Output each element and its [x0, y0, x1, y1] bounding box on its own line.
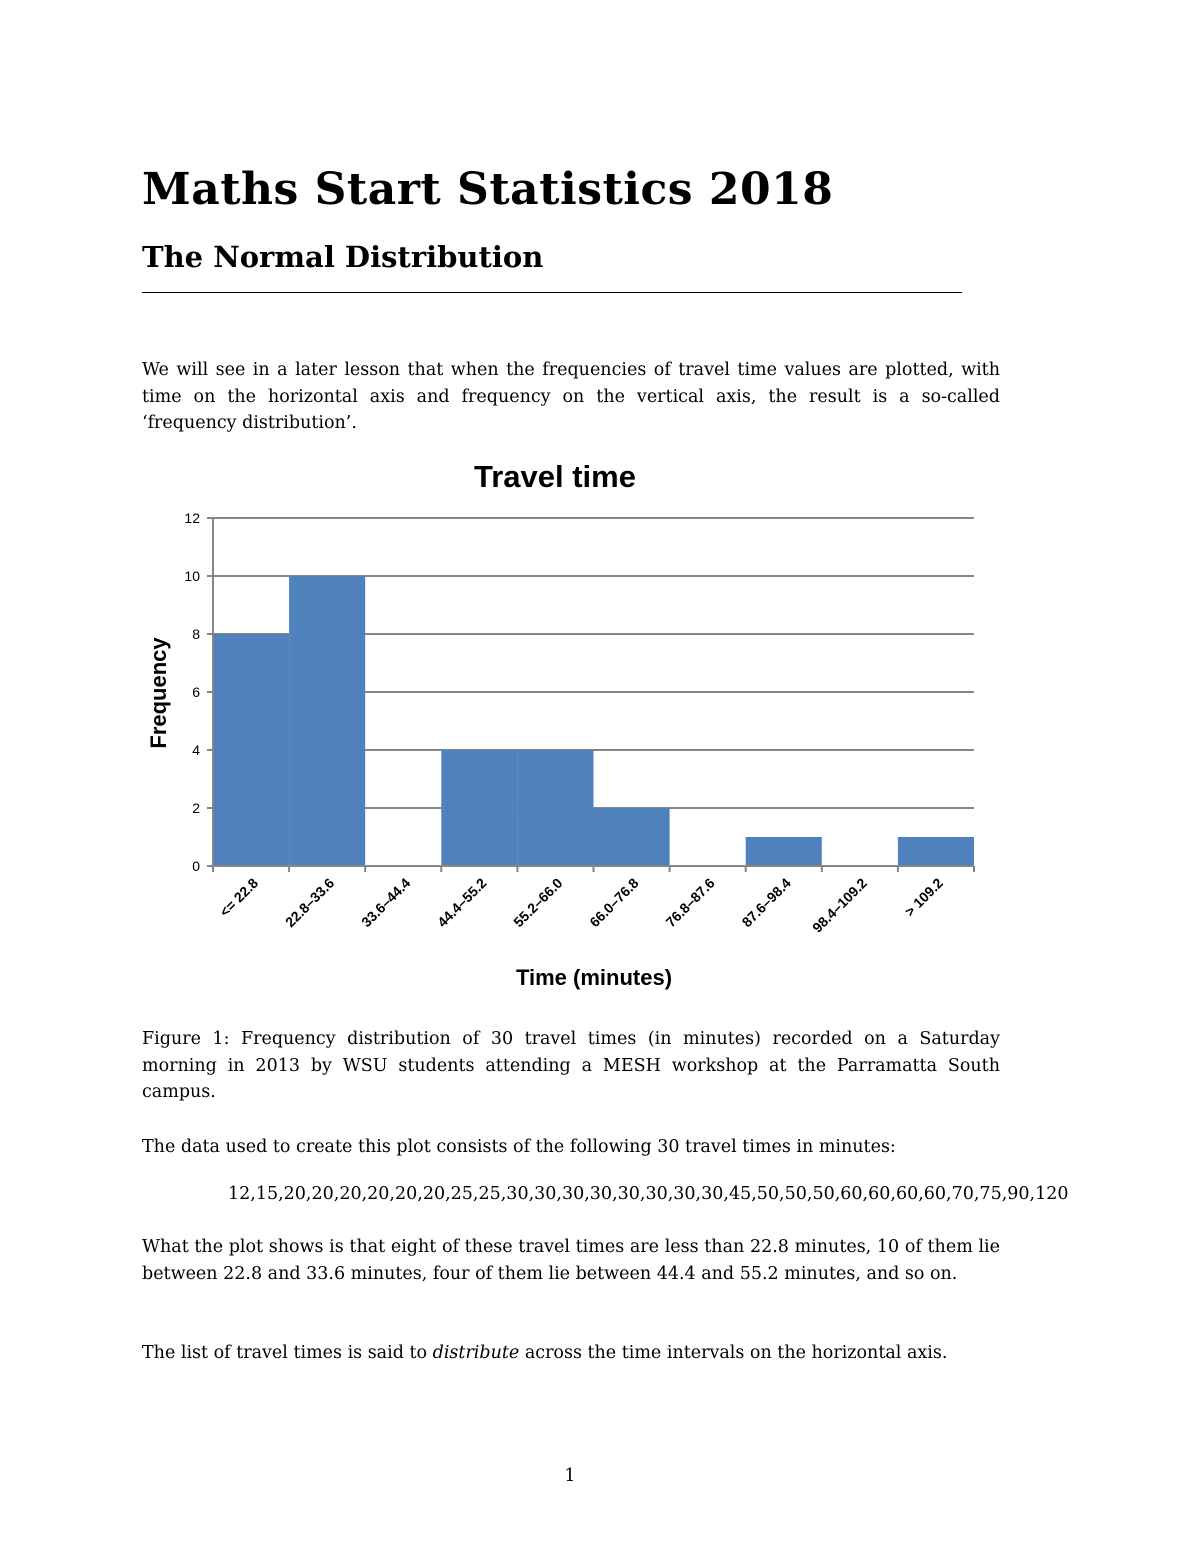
x-tick-label: 87.6–98.4	[738, 874, 794, 931]
y-tick-label: 2	[192, 800, 200, 816]
x-tick-label: 55.2–66.0	[510, 874, 566, 931]
page-subtitle: The Normal Distribution	[142, 240, 544, 274]
bar	[289, 576, 365, 866]
distribute-emphasis: distribute	[432, 1343, 520, 1363]
explanation-paragraph: What the plot shows is that eight of these travel times are less than 22.8 minutes, 10 of them lie between 22.8 and 33.6 minutes, four of them lie between 44.4 and 55.2 minutes, and so on.	[142, 1237, 1000, 1284]
intro-paragraph: We will see in a later lesson that when the frequencies of travel time values are plotted, with time on the horizontal axis and frequency on the vertical axis, the result is a so-called ‘frequency distribution’.	[142, 360, 1000, 433]
distribute-paragraph	[142, 1340, 1000, 1367]
bar	[213, 634, 289, 866]
y-axis-label: Frequency	[146, 637, 171, 749]
y-tick-label: 4	[192, 742, 200, 758]
y-tick-label: 10	[184, 568, 200, 584]
y-tick-label: 12	[184, 510, 200, 526]
title-rule	[142, 292, 962, 293]
x-tick-label: > 109.2	[901, 874, 947, 920]
x-tick-label: 44.4–55.2	[434, 874, 490, 931]
distribute-text-before: The list of travel times is said to	[142, 1343, 433, 1363]
x-tick-label: 98.4–109.2	[809, 874, 870, 936]
bar	[898, 837, 974, 866]
y-tick-label: 6	[192, 684, 200, 700]
x-tick-label: 66.0–76.8	[586, 874, 642, 931]
x-axis-label: Time (minutes)	[515, 965, 673, 990]
chart-title: Travel time	[474, 459, 636, 494]
x-tick-label: 33.6–44.4	[358, 874, 414, 931]
bar	[517, 750, 593, 866]
page-number: 1	[564, 1466, 576, 1486]
bar	[746, 837, 822, 866]
bar	[594, 808, 670, 866]
x-tick-label: <= 22.8	[216, 874, 262, 920]
page-title: Maths Start Statistics 2018	[142, 164, 834, 215]
figure-caption: Figure 1: Frequency distribution of 30 travel times (in minutes) recorded on a Saturday morning in 2013 by WSU students attending a MESH workshop at the Parramatta South campus.	[142, 1029, 1000, 1102]
travel-times-list: 12,15,20,20,20,20,20,20,25,25,30,30,30,30,30,30,30,30,45,50,50,50,60,60,60,60,70,75,90,120	[228, 1184, 1069, 1204]
bar	[441, 750, 517, 866]
data-intro-paragraph: The data used to create this plot consists of the following 30 travel times in minutes:	[142, 1137, 896, 1157]
y-tick-label: 0	[192, 858, 200, 874]
travel-time-chart	[130, 445, 1010, 1005]
y-tick-label: 8	[192, 626, 200, 642]
distribute-text-after: across the time intervals on the horizontal axis.	[519, 1343, 948, 1363]
x-tick-label: 22.8–33.6	[281, 874, 338, 931]
x-tick-label: 76.8–87.6	[662, 874, 718, 931]
